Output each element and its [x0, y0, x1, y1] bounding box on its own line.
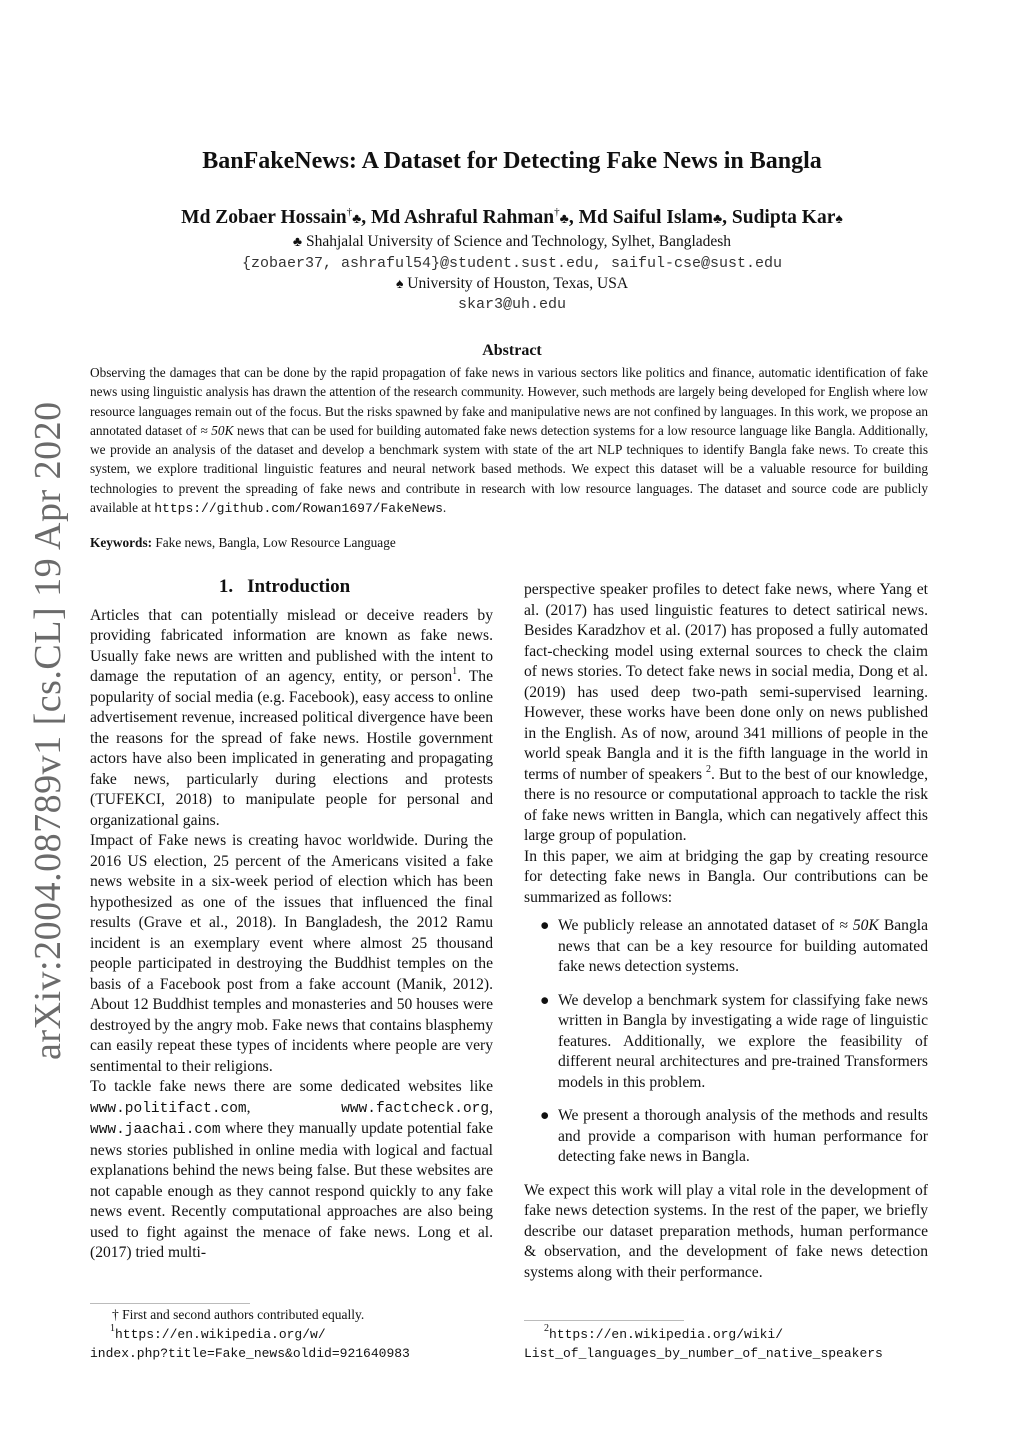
abstract-body: Observing the damages that can be done by the rapid propagation of fake news in various sectors like politics and finance, automatic identification of fake news using linguistic analysis has drawn the attention of the research community. However, such methods are largely being developed for English where low resource languages remain out of the focus. But the risks spawned by fake and manipulative news are not confined by languages. In this work, we propose an annotated dataset of ≈ 50K news that can be used for building automated fake news detection systems for a low resource language like Bangla. Additionally, we provide an analysis of the dataset and develop a benchmark system with state of the art NLP techniques to identify Bangla fake news. To create this system, we explore traditional linguistic features and neural network based methods. We expect this dataset will be a valuable resource for building technologies to prevent the spreading of fake news and contribute in research with low resource languages. The dataset and source code are publicly available at https://github.com/Rowan1697/FakeNews. — [90, 365, 929, 517]
spade-icon: ♠ — [395, 277, 404, 292]
footnote-divider — [524, 1320, 684, 1321]
keywords: Keywords: Fake news, Bangla, Low Resource Language — [90, 535, 396, 550]
footnote-link[interactable]: index.php?title=Fake_news&oldid=921640983 — [90, 1346, 410, 1361]
right-column — [524, 580, 928, 1283]
left-column — [90, 577, 493, 1264]
author-list: Md Zobaer Hossain†♣, Md Ashraful Rahman†♣, Md Saiful Islam♣, Sudipta Kar♠ — [181, 206, 843, 228]
math-approx-50k: ≈ 50K — [839, 917, 879, 934]
author-name: Md Ashraful Rahman — [371, 207, 555, 228]
list-item: ● We publicly release an annotated dataset of ≈ 50K Bangla news that can be a key resource for building automated fake news detection systems. — [540, 917, 928, 975]
footnote-dagger: † First and second authors contributed equally. — [112, 1307, 365, 1322]
footnote-divider — [90, 1303, 250, 1304]
paragraph: Articles that can potentially mislead or deceive readers by providing fabricated information are known as fake news. Usually fake news are written and published with the intent to damage the reputation of an agency, entity, or person$^1$. The popularity of social media (e.g. Facebook), easy access to online advertisement revenue, increased political divergence have been the reasons for the spread of fake news. Hostile government actors have also been implicated in generating and propagating fake news, particularly during elections and protests (TUFEKCI, 2018) to manipulate people for personal and organizational gains. — [90, 606, 493, 829]
emails-2: skar3@uh.edu — [457, 296, 567, 313]
section-heading: 1. Introduction — [218, 576, 351, 597]
spade-icon: ♠ — [835, 212, 843, 227]
footnote-link[interactable]: https://en.wikipedia.org/wiki/ — [549, 1327, 784, 1342]
link-jaachai[interactable]: www.jaachai.com — [90, 1122, 221, 1138]
math-approx-50k: ≈ 50K — [200, 422, 234, 438]
github-link[interactable]: https://github.com/Rowan1697/FakeNews — [154, 501, 443, 517]
footnote-link[interactable]: https://en.wikipedia.org/w/ — [115, 1327, 326, 1342]
paragraph: Impact of Fake news is creating havoc worldwide. During the 2016 US election, 25 percent of the Americans visited a fake news website in a six-week period of election which has been hypothesized as one of the issues that influenced the final results (Grave et al., 2018). In Bangladesh, the 2012 Ramu incident is an exemplary event where almost 25 thousand people participated in destroying the Buddhist temples on the basis of a Facebook post from a fake account (Manik, 2012). About 12 Buddhist temples and monasteries and 50 houses were destroyed by the angry mob. Fake news that contains blasphemy can easily repeat these types of incidents where people are very sentimental to their religions. — [90, 832, 493, 1075]
bullet-icon: ● — [540, 917, 550, 934]
footnote-1: $^1$https://en.wikipedia.org/w/ index.php?title=Fake_news&oldid=921640983 — [90, 1324, 500, 1363]
paragraph: We expect this work will play a vital role in the development of fake news detection systems. In the rest of the paper, we briefly describe our dataset preparation methods, human performance & observation, and the development of fake news detection systems along with their performance. — [524, 1181, 928, 1281]
author-name: Md Zobaer Hossain — [181, 207, 347, 228]
footnote-ref[interactable]: 2 — [706, 763, 712, 775]
footnote-2: $^2$https://en.wikipedia.org/wiki/ List_of_languages_by_number_of_native_speakers — [524, 1324, 934, 1363]
abstract-heading: Abstract — [482, 342, 542, 359]
affiliation-1: ♣ Shahjalal University of Science and Technology, Sylhet, Bangladesh — [292, 233, 732, 250]
arxiv-stamp: arXiv:2004.08789v1 [cs.CL] 19 Apr 2020 — [27, 401, 69, 1060]
club-icon: ♣ — [292, 235, 303, 250]
paper-title: BanFakeNews: A Dataset for Detecting Fake News in Bangla — [202, 148, 822, 174]
author-name: Sudipta Kar — [731, 207, 836, 228]
link-politifact[interactable]: www.politifact.com — [90, 1100, 247, 1117]
paragraph: To tackle fake news there are some dedicated websites like www.politifact.com, www.factcheck.org, www.jaachai.com where they manually update potential fake news stories published in online media with logical and factual explanations behind the news being false. But these websites are not capable enough as they cannot respond quickly to any fake news event. Recently computational approaches are also being used to fight against the menace of fake news. Long et al. (2017) tried multi- — [90, 1078, 493, 1261]
footnote-link[interactable]: List_of_languages_by_number_of_native_speakers — [524, 1346, 883, 1361]
link-factcheck[interactable]: www.factcheck.org — [341, 1100, 490, 1117]
paragraph: In this paper, we aim at bridging the gap by creating resource for detecting fake news in Bangla. Our contributions can be summarized as follows: — [524, 847, 928, 906]
contribution-list — [524, 916, 928, 1168]
footnote-ref[interactable]: 1 — [452, 666, 458, 677]
list-item: ● We develop a benchmark system for classifying fake news written in Bangla by investigating a wide rage of linguistic features. Additionally, we explore the feasibility of different neural architectures and pre-trained Transformers models in this problem. — [540, 991, 928, 1091]
author-name: Md Saiful Islam — [578, 207, 713, 228]
bullet-icon: ● — [540, 991, 550, 1009]
club-icon: ♣ — [352, 212, 362, 227]
emails-1: {zobaer37, ashraful54}@student.sust.edu, saiful-cse@sust.edu — [241, 255, 783, 272]
affiliation-2: ♠ University of Houston, Texas, USA — [395, 275, 629, 292]
club-icon: ♣ — [559, 212, 569, 227]
club-icon: ♣ — [712, 212, 723, 227]
list-item: ● We present a thorough analysis of the methods and results and provide a comparison with human performance for detecting fake news in Bangla. — [540, 1107, 928, 1165]
paragraph: perspective speaker profiles to detect fake news, where Yang et al. (2017) has used linguistic features to detect satirical news. Besides Karadzhov et al. (2017) has proposed a fully automated fact-checking model using external sources to check the claim of news stories. To detect fake news in social media, Dong et al. (2019) has used deep two-path semi-supervised learning. However, these works have been done only on news published in the English. As of now, around 341 millions of people in the world speak Bangla and it is the fifth language in the world in terms of number of speakers $^2$. But to the best of our knowledge, there is no resource or computational approach to tackle the risk of fake news written in Bangla, which can negatively affect this large group of population. — [524, 581, 928, 844]
bullet-icon: ● — [540, 1107, 550, 1124]
